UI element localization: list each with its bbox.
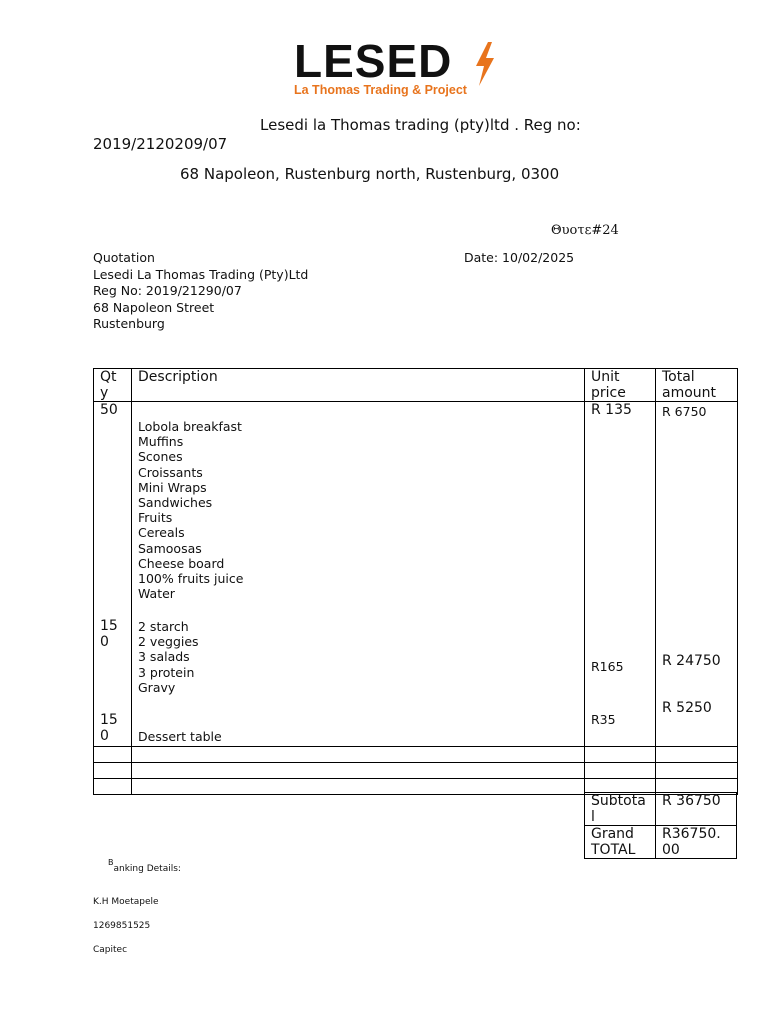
- list-item: 100% fruits juice: [138, 571, 244, 587]
- company-logo: [290, 35, 500, 102]
- list-item: Muffins: [138, 434, 184, 450]
- group-1-items: [138, 419, 243, 601]
- grand-total-value: R36750. 00: [656, 826, 737, 859]
- list-item: Scones: [138, 449, 183, 465]
- banking-bank: Capitec: [93, 945, 128, 955]
- info-block: [93, 250, 308, 333]
- banking-name: K.H Moetapele: [93, 897, 159, 907]
- list-item: Cheese board: [138, 555, 225, 571]
- client-reg: Reg No: 2019/21290/07: [93, 283, 242, 298]
- client-company: Lesedi La Thomas Trading (Pty)Ltd: [93, 266, 309, 282]
- header-address: 68 Napoleon, Rustenburg north, Rustenburg, 0300: [180, 165, 560, 183]
- table-row: [94, 763, 738, 779]
- total-cell: [656, 402, 738, 747]
- subtotal-label: Subtota l: [585, 793, 656, 826]
- qty-group-3: 15 0: [100, 712, 118, 744]
- table-header-row: [94, 369, 738, 402]
- quote-date: Date: 10/02/2025: [464, 250, 575, 265]
- list-item: Gravy: [138, 679, 176, 695]
- grand-total-label: Grand TOTAL: [585, 826, 656, 859]
- list-item: Fruits: [138, 510, 173, 526]
- list-item: Lobola breakfast: [138, 419, 242, 434]
- client-street: 68 Napoleon Street: [93, 299, 215, 315]
- banking-title: Banking Details:: [108, 858, 181, 874]
- header-unit-price: Unit price: [585, 369, 656, 402]
- list-item: Mini Wraps: [138, 479, 207, 495]
- list-item: Dessert table: [138, 729, 222, 744]
- list-item: 3 protein: [138, 664, 195, 680]
- table-body-row: [94, 402, 738, 747]
- qty-group-2: 15 0: [100, 618, 118, 650]
- qty-cell: [94, 402, 132, 747]
- quote-number: Θυοτε#24: [551, 223, 619, 238]
- total-group-3: R 5250: [662, 700, 712, 716]
- header-description: Description: [132, 369, 585, 402]
- group-2-items: [138, 619, 199, 695]
- list-item: Samoosas: [138, 540, 202, 556]
- header-qty: Qt y: [94, 369, 132, 402]
- total-group-2: R 24750: [662, 653, 721, 669]
- group-3-items: [138, 729, 222, 744]
- header-reg-number: 2019/2120209/07: [93, 135, 228, 153]
- list-item: 2 veggies: [138, 634, 199, 650]
- doc-type: Quotation: [93, 250, 155, 265]
- unit-price-cell: [585, 402, 656, 747]
- description-cell: [132, 402, 585, 747]
- lightning-bolt-icon: [474, 42, 496, 86]
- unit-price-group-2: R165: [591, 659, 624, 674]
- header-company-line: Lesedi la Thomas trading (pty)ltd . Reg no:: [260, 116, 581, 134]
- logo-wordmark: LESED: [294, 35, 453, 87]
- totals-table: [584, 792, 737, 859]
- unit-price-group-3: R35: [591, 712, 616, 727]
- list-item: 2 starch: [138, 619, 189, 634]
- list-item: Cereals: [138, 525, 185, 541]
- subtotal-row: [585, 793, 737, 826]
- client-city: Rustenburg: [93, 316, 165, 331]
- list-item: Sandwiches: [138, 495, 213, 511]
- grand-total-row: [585, 826, 737, 859]
- banking-account: 1269851525: [93, 921, 151, 931]
- unit-price-group-1: R 135: [591, 402, 632, 418]
- list-item: Water: [138, 586, 175, 602]
- logo-tagline: La Thomas Trading & Project: [294, 83, 467, 97]
- table-row: [94, 747, 738, 763]
- total-group-1: R 6750: [662, 404, 707, 419]
- header-total: Total amount: [656, 369, 738, 402]
- list-item: 3 salads: [138, 649, 190, 665]
- list-item: Croissants: [138, 464, 203, 480]
- items-table: [93, 368, 738, 795]
- subtotal-value: R 36750: [656, 793, 737, 826]
- qty-group-1: 50: [100, 402, 118, 418]
